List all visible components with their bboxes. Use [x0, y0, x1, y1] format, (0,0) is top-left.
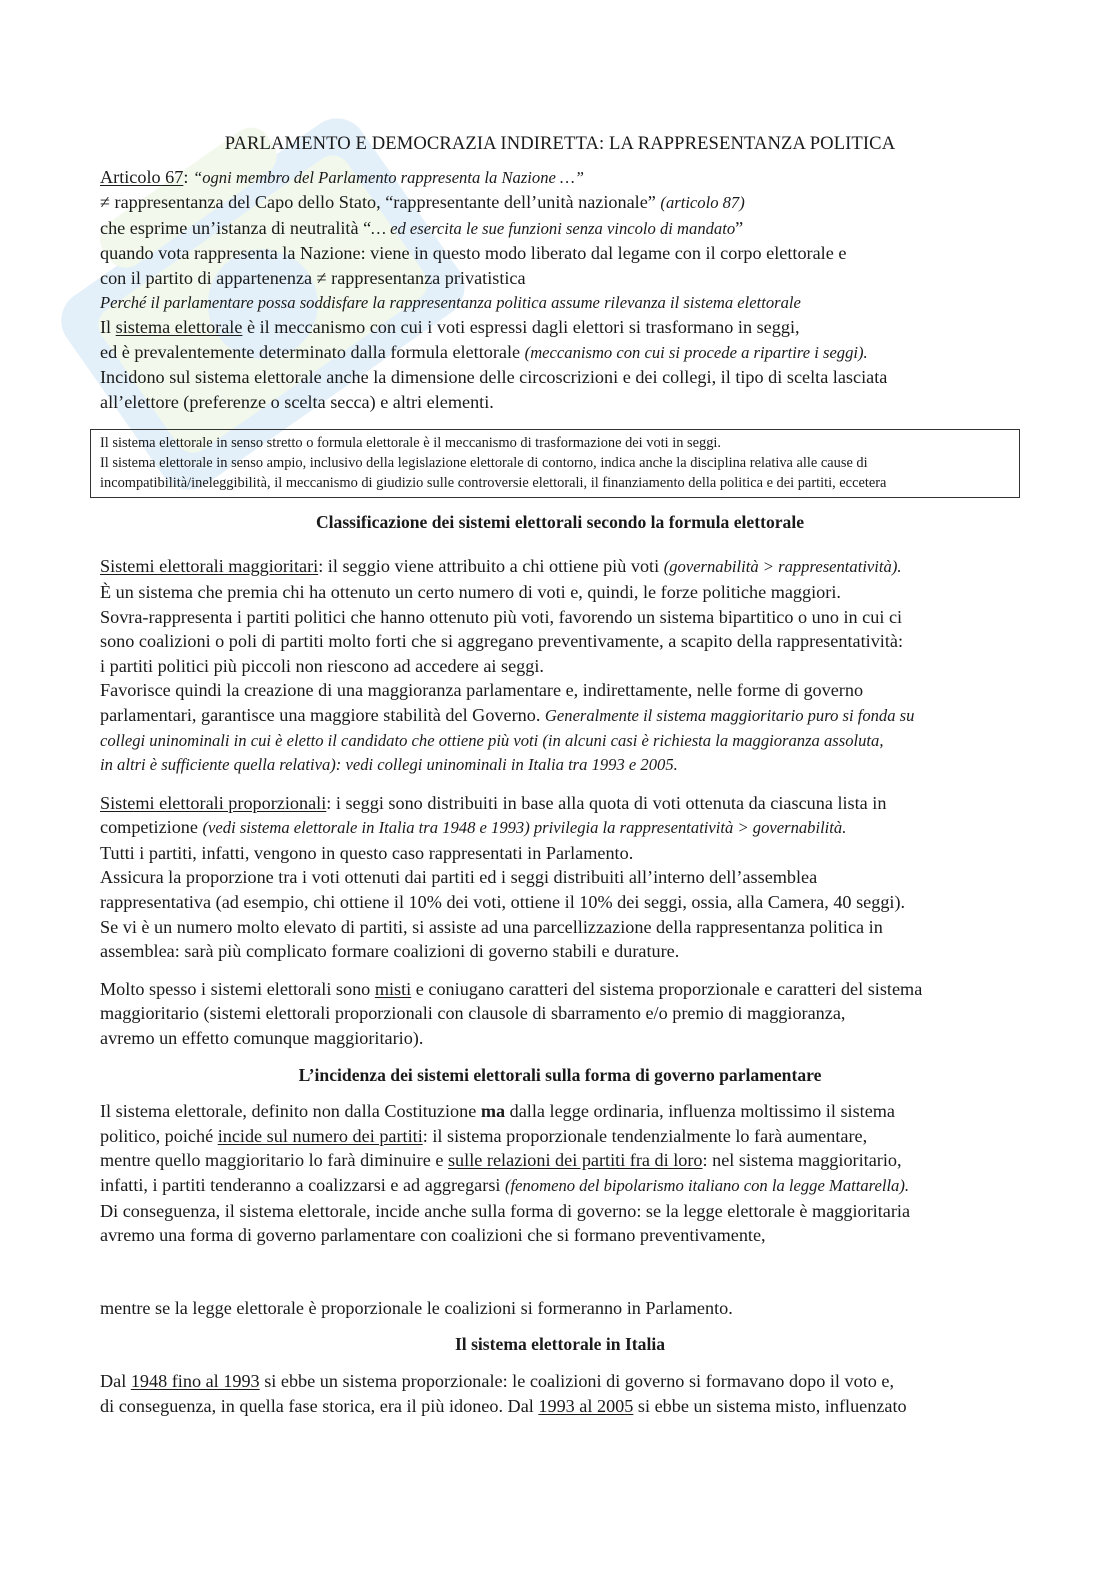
paragraph-line: mentre se la legge elettorale è proporzionale le coalizioni si formeranno in Parlamento. [100, 1297, 733, 1318]
misti-term: misti [374, 978, 412, 999]
paragraph-text: : il sistema proporzionale tendenzialmente lo farà aumentare, [422, 1125, 868, 1146]
intro-text: che esprime un’istanza di neutralità “ [100, 217, 372, 238]
paragraph-text: politico, poiché [100, 1125, 218, 1146]
intro-line [100, 216, 1020, 242]
intro-text: ” [735, 217, 744, 238]
period-1993-2005: 1993 al 2005 [538, 1395, 634, 1416]
proporzionali-term: Sistemi elettorali proporzionali [100, 792, 327, 813]
intro-line: Incidono sul sistema elettorale anche la dimensione delle circoscrizioni e dei collegi, il tipo di scelta lasciata [100, 367, 888, 388]
paragraph-line: avremo una forma di governo parlamentare con coalizioni che si formano preventivamente, [100, 1225, 766, 1246]
section-heading-italia: Il sistema elettorale in Italia [454, 1334, 666, 1355]
intro-italic: … ed esercita le sue funzioni senza vincolo di mandato [371, 218, 736, 238]
paragraph-text: mentre quello maggioritario lo farà diminuire e [100, 1150, 448, 1171]
intro-text: : [183, 166, 193, 187]
intro-line: all’elettore (preferenze o scelta secca) e altri elementi. [100, 391, 494, 412]
paragraph-text: : il seggio viene attribuito a chi ottiene più voti [318, 556, 664, 577]
section-heading-classificazione: Classificazione dei sistemi elettorali secondo la formula elettorale [315, 511, 805, 532]
paragraph-line: i partiti politici più piccoli non riescono ad accedere ai seggi. [100, 655, 544, 676]
paragraph-text: competizione [100, 817, 203, 838]
relazioni-partiti-term: sulle relazioni dei partiti fra di loro [447, 1150, 703, 1171]
paragraph-text: : nel sistema maggioritario, [702, 1150, 902, 1171]
paragraph-text: di conseguenza, in quella fase storica, era il più idoneo. Dal [100, 1395, 539, 1416]
paragraph-text: Dal [100, 1370, 131, 1391]
box-line: incompatibilità/ineleggibilità, il meccanismo di giudizio sulle controversie elettorali, il finanziamento della politica e dei partiti, eccetera [100, 475, 887, 492]
paragraph-italic: (vedi sistema elettorale in Italia tra 1948 e 1993) privilegia la rappresentatività > governabilità. [202, 818, 847, 838]
intro-italic: (meccanismo con cui si procede a ripartire i seggi). [524, 342, 868, 362]
paragraph-text: e coniugano caratteri del sistema proporzionale e caratteri del sistema [411, 978, 923, 999]
paragraph-text: parlamentari, garantisce una maggiore stabilità del Governo. [100, 704, 545, 725]
paragraph-line: Di conseguenza, il sistema elettorale, incide anche sulla forma di governo: se la legge elettorale è maggioritaria [100, 1200, 911, 1221]
definition-box [90, 429, 1020, 498]
paragraph-maggioritari [100, 554, 1020, 777]
paragraph-line: collegi uninominali in cui è eletto il candidato che ottiene più voti (in alcuni casi è richiesta la maggioranza assoluta, [100, 730, 884, 750]
intro-text: ed è prevalentemente determinato dalla formula elettorale [100, 341, 525, 362]
paragraph-italia [100, 1369, 1020, 1418]
paragraph-text: si ebbe un sistema proporzionale: le coalizioni di governo si formavano dopo il voto e, [259, 1370, 895, 1391]
article-67-reference: Articolo 67 [100, 166, 184, 187]
maggioritari-term: Sistemi elettorali maggioritari [100, 556, 319, 577]
paragraph-italic: (governabilità > rappresentatività). [663, 557, 902, 577]
paragraph-text: dalla legge ordinaria, influenza moltissimo il sistema [505, 1101, 895, 1122]
paragraph-line: Se vi è un numero molto elevato di partiti, si assiste ad una parcellizzazione della rappresentanza politica in [100, 916, 883, 937]
intro-line [100, 165, 1020, 191]
period-1948-1993: 1948 fino al 1993 [130, 1370, 260, 1391]
paragraph-line: in altri è sufficiente quella relativa): vedi collegi uninominali in Italia tra 1993 e 2005. [100, 755, 678, 775]
paragraph-line: Assicura la proporzione tra i voti ottenuti dai partiti ed i seggi distribuiti all’interno dell’assemblea [100, 867, 818, 888]
paragraph-line: rappresentativa (ad esempio, chi ottiene il 10% dei voti, ottiene il 10% dei seggi, ossia, alla Camera, 40 seggi). [100, 892, 906, 913]
intro-line [100, 315, 1020, 340]
box-line: Il sistema elettorale in senso ampio, inclusivo della legislazione elettorale di contorno, indica anche la disciplina relativa alle cause di [100, 454, 868, 471]
paragraph-line: avremo un effetto comunque maggioritario). [100, 1028, 424, 1049]
box-line: Il sistema elettorale in senso stretto o formula elettorale è il meccanismo di trasformazione dei voti in seggi. [100, 434, 722, 451]
paragraph-line: assemblea: sarà più complicato formare coalizioni di governo stabili e durature. [100, 941, 680, 962]
paragraph-line: Sovra-rappresenta i partiti politici che hanno ottenuto più voti, favorendo un sistema bipartitico o uno in cui ci [100, 606, 903, 627]
paragraph-incidenza [100, 1099, 1020, 1320]
intro-text: Il [100, 317, 116, 338]
paragraph-text: Molto spesso i sistemi elettorali sono [100, 978, 375, 999]
intro-line [100, 340, 1020, 366]
paragraph-text: : i seggi sono distribuiti in base alla quota di voti ottenuta da ciascuna lista in [326, 792, 887, 813]
intro-text: ≠ rappresentanza del Capo dello Stato, “rappresentante dell’unità nazionale” [100, 192, 661, 213]
paragraph-line: maggioritario (sistemi elettorali proporzionali con clausole di sbarramento e/o premio di maggioranza, [100, 1003, 846, 1024]
paragraph-text: si ebbe un sistema misto, influenzato [633, 1395, 907, 1416]
paragraph-proporzionali [100, 791, 1020, 964]
paragraph-italic: (fenomeno del bipolarismo italiano con la legge Mattarella). [505, 1176, 910, 1195]
sistema-elettorale-term: sistema elettorale [115, 317, 243, 338]
numero-partiti-term: incide sul numero dei partiti [217, 1125, 423, 1146]
paragraph-bold: ma [480, 1101, 506, 1122]
intro-italic: (articolo 87) [660, 193, 745, 213]
intro-quote: “ogni membro del Parlamento rappresenta la Nazione …” [192, 167, 584, 187]
intro-line [100, 190, 1020, 216]
intro-line: quando vota rappresenta la Nazione: viene in questo modo liberato dal legame con il corpo elettorale e [100, 243, 847, 264]
paragraph-line: Favorisce quindi la creazione di una maggioranza parlamentare e, indirettamente, nelle forme di governo [100, 680, 864, 701]
paragraph-line: È un sistema che premia chi ha ottenuto un certo numero di voti e, quindi, le forze politiche maggiori. [100, 581, 841, 602]
intro-text: è il meccanismo con cui i voti espressi dagli elettori si trasformano in seggi, [242, 317, 800, 338]
intro-line: Perché il parlamentare possa soddisfare la rappresentanza politica assume rilevanza il sistema elettorale [100, 292, 801, 312]
paragraph-line: sono coalizioni o poli di partiti molto forti che si aggregano preventivamente, a scapito della rappresentatività: [100, 631, 904, 652]
paragraph-text: Il sistema elettorale, definito non dalla Costituzione [100, 1101, 481, 1122]
paragraph-text: infatti, i partiti tenderanno a coalizzarsi e ad aggregarsi [100, 1175, 505, 1195]
paragraph-line: Tutti i partiti, infatti, vengono in questo caso rappresentati in Parlamento. [100, 842, 634, 863]
intro-block [100, 165, 1020, 415]
document-title: PARLAMENTO E DEMOCRAZIA INDIRETTA: LA RAPPRESENTANZA POLITICA [224, 133, 896, 154]
paragraph-italic: Generalmente il sistema maggioritario puro si fonda su [544, 705, 915, 725]
paragraph-misti [100, 977, 1020, 1051]
intro-line: con il partito di appartenenza ≠ rappresentanza privatistica [100, 267, 526, 288]
section-heading-incidenza: L’incidenza dei sistemi elettorali sulla forma di governo parlamentare [298, 1064, 822, 1085]
document-page [100, 132, 1020, 1418]
